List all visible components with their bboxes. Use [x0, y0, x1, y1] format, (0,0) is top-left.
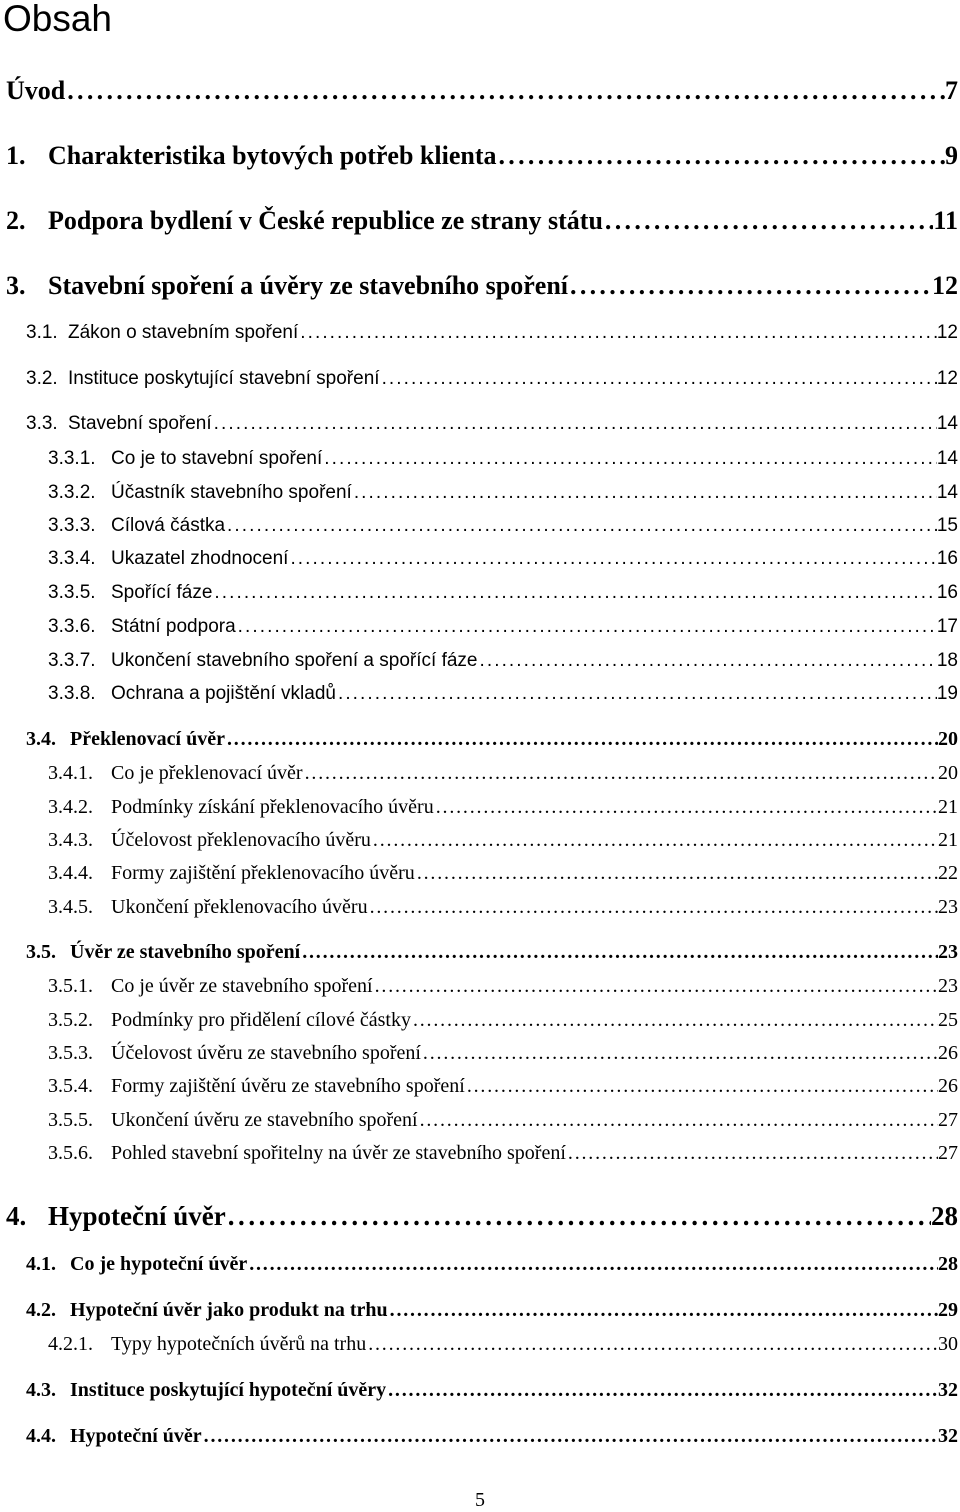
- dot-leader: [411, 1006, 938, 1034]
- toc-entry-4[interactable]: [0, 1199, 958, 1233]
- toc-entry-3-3-4[interactable]: [0, 545, 958, 573]
- toc-entry-label: Účelovost překlenovacího úvěru: [111, 829, 371, 851]
- toc-entry-label: Překlenovací úvěr: [70, 728, 225, 750]
- toc-entry-page: 20: [938, 728, 958, 750]
- dot-leader: [225, 512, 937, 540]
- toc-entry-page: 14: [936, 482, 958, 503]
- toc-entry-3-5-6[interactable]: [0, 1139, 958, 1167]
- toc-entry-page: 28: [938, 1253, 958, 1275]
- toc-entry-label: Úvěr ze stavebního spoření: [70, 941, 301, 963]
- dot-leader: [336, 680, 937, 708]
- toc-entry-page: 12: [936, 368, 958, 389]
- dot-leader: [465, 1072, 938, 1100]
- toc-entry-page: 7: [945, 76, 958, 105]
- dot-leader: [247, 1250, 938, 1278]
- toc-entry-4-2[interactable]: [0, 1296, 958, 1324]
- dot-leader: [65, 74, 945, 108]
- toc-entry-label: Stavební spoření: [68, 413, 212, 434]
- toc-entry-number: 4.1.: [26, 1253, 56, 1275]
- dot-leader: [303, 759, 938, 787]
- toc-entry-number: 3.5.2.: [48, 1009, 93, 1031]
- toc-entry-page: 27: [938, 1142, 958, 1164]
- toc-entry-label: Formy zajištění úvěru ze stavebního spoření: [111, 1075, 465, 1097]
- toc-entry-uvod[interactable]: [0, 74, 958, 108]
- toc-entry-number: 3.3.3.: [48, 515, 96, 536]
- toc-entry-label: Pohled stavební spořitelny na úvěr ze stavebního spoření: [111, 1142, 566, 1164]
- toc-entry-3-5-3[interactable]: [0, 1039, 958, 1067]
- toc-entry-number: 2.: [6, 206, 26, 235]
- dot-leader: [603, 204, 934, 238]
- toc-entry-page: 14: [936, 448, 958, 469]
- toc-entry-number: 3.4.5.: [48, 896, 93, 918]
- toc-entry-number: 3.4.2.: [48, 796, 93, 818]
- toc-entry-3-3-3[interactable]: [0, 512, 958, 540]
- toc-entry-page: 28: [931, 1201, 958, 1231]
- toc-entry-3-3-8[interactable]: [0, 680, 958, 708]
- dot-leader: [212, 579, 936, 607]
- toc-entry-3-5-1[interactable]: [0, 972, 958, 1000]
- dot-leader: [371, 826, 938, 854]
- toc-entry-1[interactable]: [0, 139, 958, 173]
- toc-entry-3[interactable]: [0, 269, 958, 303]
- toc-entry-number: 3.2.: [26, 368, 58, 389]
- toc-entry-label: Podpora bydlení v České republice ze strany státu: [48, 206, 603, 235]
- toc-entry-label: Ochrana a pojištění vkladů: [111, 683, 336, 704]
- toc-entry-label: Státní podpora: [111, 616, 236, 637]
- toc-entry-label: Podmínky získání překlenovacího úvěru: [111, 796, 434, 818]
- dot-leader: [202, 1422, 938, 1450]
- toc-entry-4-4[interactable]: [0, 1422, 958, 1450]
- toc-entry-number: 3.4.3.: [48, 829, 93, 851]
- toc-entry-number: 4.2.1.: [48, 1333, 93, 1355]
- toc-entry-page: 19: [936, 683, 958, 704]
- toc-entry-label: Instituce poskytující hypoteční úvěry: [70, 1379, 387, 1401]
- toc-entry-page: 23: [938, 941, 958, 963]
- page-title: Obsah: [3, 0, 113, 39]
- toc-entry-page: 26: [938, 1042, 958, 1064]
- toc-entry-3-4-5[interactable]: [0, 893, 958, 921]
- toc-entry-number: 1.: [6, 141, 26, 170]
- toc-entry-label: Stavební spoření a úvěry ze stavebního spoření: [48, 271, 569, 300]
- toc-entry-page: 25: [938, 1009, 958, 1031]
- toc-entry-number: 3.3.8.: [48, 683, 96, 704]
- toc-entry-page: 18: [936, 650, 958, 671]
- toc-entry-label: Úvod: [6, 76, 66, 105]
- dot-leader: [497, 139, 946, 173]
- toc-entry-3-5-2[interactable]: [0, 1006, 958, 1034]
- dot-leader: [366, 1330, 938, 1358]
- toc-entry-3-4-3[interactable]: [0, 826, 958, 854]
- toc-entry-number: 3.: [6, 271, 26, 300]
- toc-entry-label: Spořící fáze: [111, 582, 213, 603]
- toc-entry-label: Ukončení překlenovacího úvěru: [111, 896, 368, 918]
- toc-entry-label: Podmínky pro přidělení cílové částky: [111, 1009, 411, 1031]
- toc-entry-label: Co je hypoteční úvěr: [70, 1253, 248, 1275]
- dot-leader: [236, 613, 937, 641]
- dot-leader: [300, 938, 938, 966]
- toc-entry-label: Typy hypotečních úvěrů na trhu: [111, 1333, 367, 1355]
- dot-leader: [568, 269, 932, 303]
- toc-entry-label: Charakteristika bytových potřeb klienta: [48, 141, 497, 170]
- toc-entry-3-4-2[interactable]: [0, 793, 958, 821]
- toc-entry-number: 3.3.6.: [48, 616, 96, 637]
- toc-entry-page: 12: [932, 271, 958, 300]
- toc-entry-4-2-1[interactable]: [0, 1330, 958, 1358]
- toc-entry-page: 21: [938, 796, 958, 818]
- dot-leader: [368, 893, 938, 921]
- dot-leader: [415, 859, 938, 887]
- toc-entry-label: Ukazatel zhodnocení: [111, 548, 289, 569]
- dot-leader: [380, 365, 937, 393]
- toc-entry-page: 26: [938, 1075, 958, 1097]
- toc-entry-page: 15: [936, 515, 958, 536]
- toc-entry-label: Účastník stavebního spoření: [111, 482, 352, 503]
- toc-entry-label: Co je úvěr ze stavebního spoření: [111, 975, 373, 997]
- toc-entry-number: 3.4.1.: [48, 762, 93, 784]
- dot-leader: [421, 1039, 938, 1067]
- toc-entry-3-3-6[interactable]: [0, 613, 958, 641]
- dot-leader: [226, 1199, 931, 1233]
- toc-entry-number: 3.4.: [26, 728, 56, 750]
- toc-entry-4-1[interactable]: [0, 1250, 958, 1278]
- toc-entry-number: 3.4.4.: [48, 862, 93, 884]
- toc-entry-3-4-1[interactable]: [0, 759, 958, 787]
- dot-leader: [322, 445, 937, 473]
- toc-entry-label: Hypoteční úvěr: [48, 1201, 226, 1231]
- toc-entry-3-3-7[interactable]: [0, 647, 958, 675]
- toc-entry-page: 12: [936, 322, 958, 343]
- toc-entry-number: 3.5.: [26, 941, 56, 963]
- toc-entry-label: Ukončení stavebního spoření a spořící fáze: [111, 650, 478, 671]
- toc-entry-3-2[interactable]: [0, 365, 958, 393]
- toc-entry-label: Instituce poskytující stavební spoření: [68, 368, 380, 389]
- toc-entry-page: 32: [938, 1379, 958, 1401]
- toc-entry-label: Co je překlenovací úvěr: [111, 762, 303, 784]
- dot-leader: [373, 972, 938, 1000]
- toc-entry-page: 22: [938, 862, 958, 884]
- dot-leader: [225, 725, 938, 753]
- toc-entry-3-4[interactable]: [0, 725, 958, 753]
- toc-entry-3-3-5[interactable]: [0, 579, 958, 607]
- toc-entry-number: 3.5.6.: [48, 1142, 93, 1164]
- toc-entry-label: Co je to stavební spoření: [111, 448, 323, 469]
- toc-entry-page: 21: [938, 829, 958, 851]
- page-number: 5: [475, 1489, 485, 1511]
- dot-leader: [288, 545, 936, 573]
- toc-entry-3-5[interactable]: [0, 938, 958, 966]
- toc-entry-label: Ukončení úvěru ze stavebního spoření: [111, 1109, 418, 1131]
- dot-leader: [478, 647, 937, 675]
- toc-entry-page: 30: [938, 1333, 958, 1355]
- dot-leader: [434, 793, 938, 821]
- toc-entry-number: 4.2.: [26, 1299, 56, 1321]
- toc-entry-page: 14: [936, 413, 958, 434]
- toc-entry-number: 3.5.4.: [48, 1075, 93, 1097]
- toc-entry-2[interactable]: [0, 204, 958, 238]
- toc-entry-label: Zákon o stavebním spoření: [68, 322, 299, 343]
- toc-entry-page: 11: [933, 206, 958, 235]
- dot-leader: [212, 410, 937, 438]
- toc-entry-page: 27: [938, 1109, 958, 1131]
- toc-entry-page: 16: [936, 548, 958, 569]
- toc-entry-3-3-2[interactable]: [0, 479, 958, 507]
- toc-entry-3-5-5[interactable]: [0, 1106, 958, 1134]
- toc-entry-number: 3.3.7.: [48, 650, 96, 671]
- toc-entry-number: 3.1.: [26, 322, 58, 343]
- toc-entry-3-5-4[interactable]: [0, 1072, 958, 1100]
- toc-entry-page: 23: [938, 896, 958, 918]
- toc-entry-page: 17: [936, 616, 958, 637]
- toc-entry-page: 9: [945, 141, 958, 170]
- toc-entry-number: 4.: [6, 1201, 27, 1231]
- toc-entry-number: 3.3.: [26, 413, 58, 434]
- dot-leader: [352, 479, 937, 507]
- toc-entry-label: Účelovost úvěru ze stavebního spoření: [111, 1042, 421, 1064]
- toc-entry-number: 3.3.1.: [48, 448, 96, 469]
- dot-leader: [418, 1106, 938, 1134]
- dot-leader: [298, 319, 937, 347]
- toc-entry-label: Hypoteční úvěr jako produkt na trhu: [70, 1299, 388, 1321]
- toc-entry-3-4-4[interactable]: [0, 859, 958, 887]
- toc-entry-4-3[interactable]: [0, 1376, 958, 1404]
- toc-entry-page: 23: [938, 975, 958, 997]
- toc-entry-3-3[interactable]: [0, 410, 958, 438]
- toc-entry-number: 3.3.5.: [48, 582, 96, 603]
- dot-leader: [566, 1139, 938, 1167]
- toc-entry-3-3-1[interactable]: [0, 445, 958, 473]
- toc-entry-number: 4.4.: [26, 1425, 56, 1447]
- toc-entry-label: Formy zajištění překlenovacího úvěru: [111, 862, 415, 884]
- toc-entry-3-1[interactable]: [0, 319, 958, 347]
- toc-entry-number: 3.3.2.: [48, 482, 96, 503]
- toc-entry-label: Cílová částka: [111, 515, 226, 536]
- dot-leader: [388, 1296, 938, 1324]
- toc-entry-number: 4.3.: [26, 1379, 56, 1401]
- toc-entry-number: 3.3.4.: [48, 548, 96, 569]
- toc-entry-number: 3.5.3.: [48, 1042, 93, 1064]
- toc-entry-number: 3.5.1.: [48, 975, 93, 997]
- dot-leader: [386, 1376, 938, 1404]
- toc-entry-label: Hypoteční úvěr: [70, 1425, 202, 1447]
- toc-entry-page: 29: [938, 1299, 958, 1321]
- toc-entry-page: 16: [936, 582, 958, 603]
- toc-entry-number: 3.5.5.: [48, 1109, 93, 1131]
- toc-entry-page: 32: [938, 1425, 958, 1447]
- toc-entry-page: 20: [938, 762, 958, 784]
